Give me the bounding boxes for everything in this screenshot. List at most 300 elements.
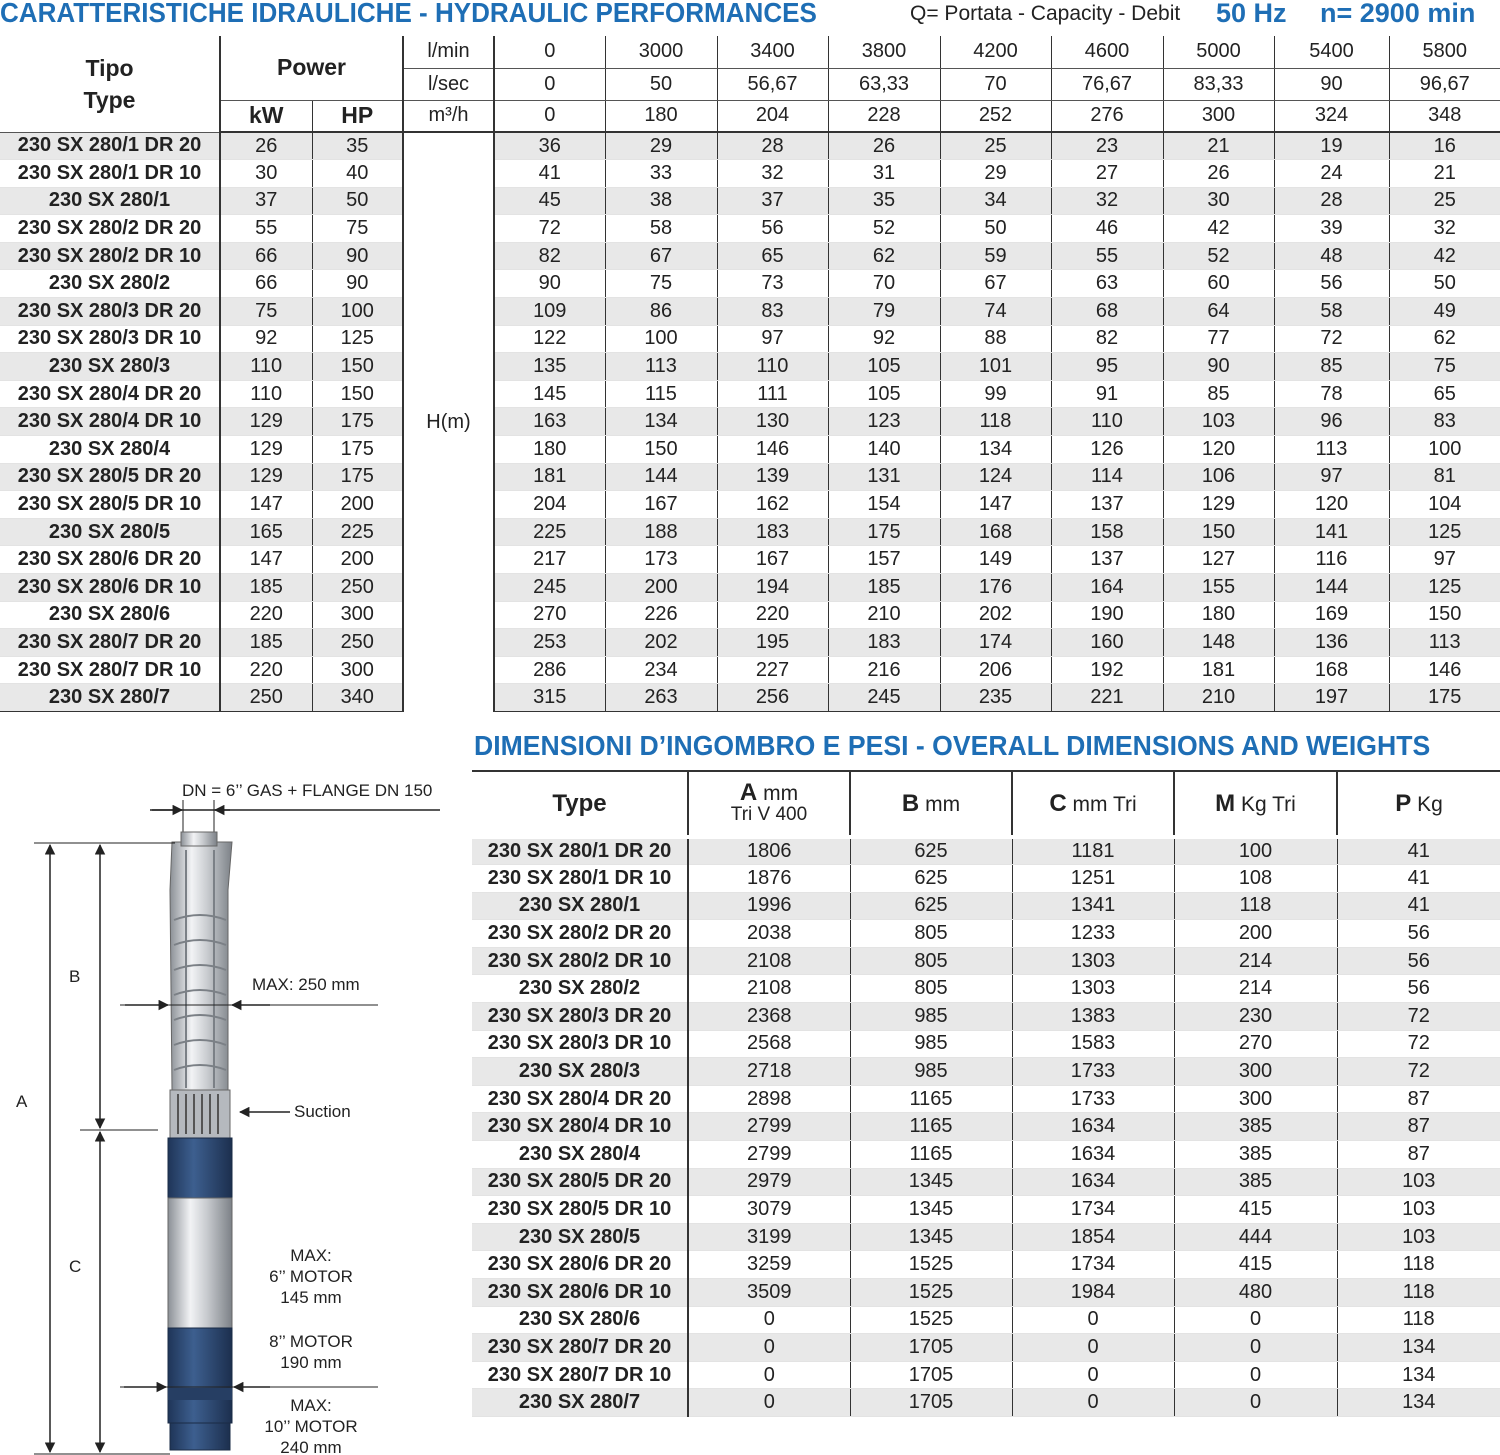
weight-m: 385 [1174,1113,1337,1141]
weight-m: 300 [1174,1085,1337,1113]
head-value: 130 [717,408,828,436]
dim-b: 805 [850,920,1012,948]
head-value: 67 [605,242,717,270]
dimension-row [472,1003,1500,1031]
hp-header: HP [312,100,403,132]
dim-a: 1876 [688,865,850,893]
pump-type: 230 SX 280/4 DR 20 [0,380,220,408]
power-kw: 66 [220,242,312,270]
weight-p: 103 [1337,1168,1500,1196]
head-value: 150 [1163,518,1274,546]
head-value: 110 [1051,408,1163,436]
power-hp: 50 [312,187,403,215]
head-value: 200 [605,574,717,602]
head-value: 227 [717,656,828,684]
dim-b: 1165 [850,1113,1012,1141]
motor8-line: 8’’ MOTOR [269,1332,353,1351]
head-value: 114 [1051,463,1163,491]
pump-type: 230 SX 280/1 [0,187,220,215]
pump-type: 230 SX 280/2 [472,975,688,1003]
power-hp: 300 [312,601,403,629]
flow-value: 76,67 [1051,68,1163,100]
power-kw: 55 [220,215,312,243]
kw-header: kW [220,100,312,132]
dim-b: 985 [850,1003,1012,1031]
dim-a: 2898 [688,1085,850,1113]
flow-value: 3000 [605,36,717,68]
dim-b: 985 [850,1030,1012,1058]
head-value: 30 [1163,187,1274,215]
weight-p: 118 [1337,1306,1500,1334]
dim-a: 2038 [688,920,850,948]
head-value: 72 [1274,325,1389,353]
pump-type: 230 SX 280/2 DR 10 [0,242,220,270]
head-value: 126 [1051,436,1163,464]
head-value: 122 [494,325,605,353]
dimension-row [472,1030,1500,1058]
head-value: 97 [1274,463,1389,491]
pump-type: 230 SX 280/4 DR 20 [472,1085,688,1113]
weight-p: 72 [1337,1058,1500,1086]
power-kw: 147 [220,546,312,574]
head-value: 210 [1163,684,1274,712]
performance-row [0,629,1500,657]
dim-b: 985 [850,1058,1012,1086]
dimension-rows [472,837,1500,1416]
weight-p: 72 [1337,1030,1500,1058]
head-value: 52 [828,215,940,243]
head-value: 25 [1389,187,1500,215]
performance-row [0,463,1500,491]
head-value: 204 [494,491,605,519]
head-value: 31 [828,160,940,188]
head-value: 217 [494,546,605,574]
head-value: 60 [1163,270,1274,298]
head-value: 32 [1389,215,1500,243]
dimension-row [472,1141,1500,1169]
dim-c: 1341 [1012,892,1174,920]
head-value: 35 [828,187,940,215]
dim-c: 1233 [1012,920,1174,948]
weight-p: 134 [1337,1334,1500,1362]
head-value: 39 [1274,215,1389,243]
head-value: 202 [605,629,717,657]
dimension-row [472,975,1500,1003]
head-value: 63 [1051,270,1163,298]
dim-c-letter: C [1049,789,1067,817]
head-value: 163 [494,408,605,436]
head-value: 55 [1051,242,1163,270]
head-value: 154 [828,491,940,519]
head-value: 21 [1163,132,1274,160]
flow-value: 300 [1163,100,1274,132]
pump-type: 230 SX 280/1 DR 10 [472,865,688,893]
head-value: 127 [1163,546,1274,574]
weight-p: 41 [1337,837,1500,865]
head-value: 167 [605,491,717,519]
power-hp: 35 [312,132,403,160]
head-value: 92 [828,325,940,353]
performance-row [0,160,1500,188]
dim-b: 1345 [850,1168,1012,1196]
dim-c: 1634 [1012,1141,1174,1169]
dim-c-header [1012,771,1174,837]
dimension-row [472,837,1500,865]
head-value: 202 [940,601,1051,629]
performance-row [0,518,1500,546]
dim-c: 1733 [1012,1058,1174,1086]
head-value: 158 [1051,518,1163,546]
head-value: 164 [1051,574,1163,602]
pump-type: 230 SX 280/2 DR 20 [472,920,688,948]
dim-a: 0 [688,1361,850,1389]
weight-p: 87 [1337,1113,1500,1141]
head-value: 29 [605,132,717,160]
head-value: 137 [1051,546,1163,574]
dim-a: 3259 [688,1251,850,1279]
weight-p: 134 [1337,1361,1500,1389]
pump-type: 230 SX 280/3 [0,353,220,381]
head-value: 56 [717,215,828,243]
power-kw: 75 [220,298,312,326]
power-kw: 185 [220,629,312,657]
power-hp: 100 [312,298,403,326]
head-value: 106 [1163,463,1274,491]
power-hp: 200 [312,546,403,574]
weight-p: 41 [1337,892,1500,920]
head-value: 167 [717,546,828,574]
power-kw: 165 [220,518,312,546]
head-value: 32 [1051,187,1163,215]
motor8-line: 190 mm [280,1353,342,1372]
flow-value: 83,33 [1163,68,1274,100]
head-value: 79 [828,298,940,326]
flow-value: 252 [940,100,1051,132]
flow-value: 0 [494,36,605,68]
dimension-row [472,1113,1500,1141]
head-value: 140 [828,436,940,464]
dim-m-header [1174,771,1337,837]
head-value: 144 [1274,574,1389,602]
weight-p: 118 [1337,1279,1500,1307]
flow-unit: m³/h [403,100,494,132]
power-kw: 220 [220,656,312,684]
dimension-c-label: C [69,1257,82,1276]
head-value: 81 [1389,463,1500,491]
pump-type: 230 SX 280/4 DR 10 [472,1113,688,1141]
power-kw: 110 [220,380,312,408]
power-hp: 150 [312,353,403,381]
performance-row [0,380,1500,408]
pump-type: 230 SX 280/3 DR 10 [0,325,220,353]
dimension-row [472,1168,1500,1196]
head-value: 26 [1163,160,1274,188]
dimension-row [472,1361,1500,1389]
head-value: 75 [1389,353,1500,381]
head-value: 68 [1051,298,1163,326]
head-value: 120 [1274,491,1389,519]
head-value: 56 [1274,270,1389,298]
head-value: 90 [494,270,605,298]
weight-p: 56 [1337,920,1500,948]
dim-a: 3079 [688,1196,850,1224]
head-value: 188 [605,518,717,546]
weight-p: 87 [1337,1085,1500,1113]
dim-b: 1525 [850,1279,1012,1307]
power-kw: 129 [220,408,312,436]
head-value: 33 [605,160,717,188]
power-hp: 75 [312,215,403,243]
pump-type: 230 SX 280/5 DR 10 [0,491,220,519]
head-value: 141 [1274,518,1389,546]
pump-type: 230 SX 280/4 [0,436,220,464]
dimension-a-label: A [16,1092,28,1111]
pump-type: 230 SX 280/1 [472,892,688,920]
head-value: 181 [494,463,605,491]
head-value: 50 [940,215,1051,243]
weight-m: 415 [1174,1251,1337,1279]
head-value: 73 [717,270,828,298]
dim-c: 1984 [1012,1279,1174,1307]
dim-a: 0 [688,1334,850,1362]
pump-type: 230 SX 280/5 DR 20 [0,463,220,491]
head-value: 62 [828,242,940,270]
weight-p: 103 [1337,1196,1500,1224]
head-value: 150 [605,436,717,464]
head-value: 86 [605,298,717,326]
head-value: 245 [494,574,605,602]
head-value: 129 [1163,491,1274,519]
flow-value: 63,33 [828,68,940,100]
dim-b-header [850,771,1012,837]
head-value: 75 [605,270,717,298]
frequency-label: 50 Hz [1216,0,1287,28]
head-value: 175 [1389,684,1500,712]
head-value: 62 [1389,325,1500,353]
head-value: 99 [940,380,1051,408]
dimension-row [472,1196,1500,1224]
head-value: 134 [940,436,1051,464]
performance-table [0,36,1500,712]
head-value: 21 [1389,160,1500,188]
weight-p: 118 [1337,1251,1500,1279]
head-value: 315 [494,684,605,712]
head-value: 111 [717,380,828,408]
head-value: 235 [940,684,1051,712]
head-value: 197 [1274,684,1389,712]
flow-value: 228 [828,100,940,132]
flow-value: 4200 [940,36,1051,68]
weight-m: 214 [1174,947,1337,975]
head-value: 137 [1051,491,1163,519]
dimensions-table [472,770,1500,1417]
flow-value: 5000 [1163,36,1274,68]
performance-row [0,684,1500,712]
head-value: 28 [1274,187,1389,215]
head-value: 23 [1051,132,1163,160]
head-value: 32 [717,160,828,188]
dim-a: 2368 [688,1003,850,1031]
head-value: 169 [1274,601,1389,629]
head-value: 183 [828,629,940,657]
dim-a: 1806 [688,837,850,865]
motor6-label [256,1245,366,1308]
performance-row [0,215,1500,243]
flow-value: 90 [1274,68,1389,100]
dim-a: 0 [688,1306,850,1334]
power-kw: 66 [220,270,312,298]
dimension-row [472,1279,1500,1307]
pump-type: 230 SX 280/6 [472,1306,688,1334]
head-value: 26 [828,132,940,160]
head-value: 134 [605,408,717,436]
dim-b: 625 [850,837,1012,865]
head-value: 174 [940,629,1051,657]
motor10-line: 240 mm [280,1438,342,1455]
head-value: 109 [494,298,605,326]
weight-p: 56 [1337,975,1500,1003]
head-value: 146 [717,436,828,464]
dim-b: 805 [850,975,1012,1003]
dim-c: 1734 [1012,1196,1174,1224]
pump-type: 230 SX 280/5 DR 20 [472,1168,688,1196]
performance-row [0,546,1500,574]
head-value: 77 [1163,325,1274,353]
pump-type: 230 SX 280/7 [472,1389,688,1417]
head-value: 100 [605,325,717,353]
head-value: 180 [1163,601,1274,629]
discharge-flange [181,832,217,846]
head-value: 24 [1274,160,1389,188]
pump-type: 230 SX 280/5 [472,1223,688,1251]
head-value: 59 [940,242,1051,270]
head-value: 52 [1163,242,1274,270]
pump-type: 230 SX 280/1 DR 20 [472,837,688,865]
head-value: 220 [717,601,828,629]
head-value: 49 [1389,298,1500,326]
performance-row [0,270,1500,298]
dim-b-letter: B [901,789,920,817]
head-value: 113 [1389,629,1500,657]
power-kw: 92 [220,325,312,353]
head-value: 37 [717,187,828,215]
dim-c: 1734 [1012,1251,1174,1279]
head-value: 185 [828,574,940,602]
pump-type: 230 SX 280/5 [0,518,220,546]
head-value: 70 [828,270,940,298]
head-value: 29 [940,160,1051,188]
power-hp: 175 [312,408,403,436]
flow-value: 70 [940,68,1051,100]
dim-c: 0 [1012,1361,1174,1389]
power-hp: 125 [312,325,403,353]
pump-type: 230 SX 280/6 [0,601,220,629]
head-value: 25 [940,132,1051,160]
page-title: CARATTERISTICHE IDRAULICHE - HYDRAULIC PERFORMANCES [0,0,817,28]
power-hp: 175 [312,436,403,464]
motor-body [168,1198,232,1328]
pump-dimension-drawing [0,770,470,1455]
dim-p-header [1337,771,1500,837]
dim-b: 1165 [850,1085,1012,1113]
pump-type: 230 SX 280/7 DR 10 [0,656,220,684]
head-value: 194 [717,574,828,602]
head-value: 46 [1051,215,1163,243]
head-value: 146 [1389,656,1500,684]
head-value: 256 [717,684,828,712]
power-hp: 175 [312,463,403,491]
pump-type: 230 SX 280/3 [472,1058,688,1086]
head-value: 125 [1389,518,1500,546]
head-value: 157 [828,546,940,574]
head-value: 150 [1389,601,1500,629]
pump-type: 230 SX 280/6 DR 10 [0,574,220,602]
head-value: 38 [605,187,717,215]
pump-type: 230 SX 280/3 DR 10 [472,1030,688,1058]
power-hp: 40 [312,160,403,188]
dim-a: 3509 [688,1279,850,1307]
dim-a-sub: Tri V 400 [730,804,808,825]
weight-m: 385 [1174,1141,1337,1169]
weight-m: 0 [1174,1389,1337,1417]
power-kw: 26 [220,132,312,160]
pump-type: 230 SX 280/4 DR 10 [0,408,220,436]
pump-type: 230 SX 280/7 DR 20 [0,629,220,657]
dim-a: 2799 [688,1141,850,1169]
dim-b: 1525 [850,1251,1012,1279]
motor6-line: 145 mm [280,1288,342,1307]
pump-illustration [0,770,470,1455]
head-value: 226 [605,601,717,629]
dim-a: 2799 [688,1113,850,1141]
dim-b: 1345 [850,1196,1012,1224]
flow-value: 180 [605,100,717,132]
dimension-row [472,1251,1500,1279]
performance-row [0,408,1500,436]
head-value: 263 [605,684,717,712]
head-value: 88 [940,325,1051,353]
head-value: 105 [828,353,940,381]
rpm-label: n= 2900 min [1320,0,1476,28]
dim-c: 1303 [1012,975,1174,1003]
pump-type: 230 SX 280/7 DR 20 [472,1334,688,1362]
head-value: 34 [940,187,1051,215]
head-value: 83 [1389,408,1500,436]
dim-c: 1733 [1012,1085,1174,1113]
weight-m: 415 [1174,1196,1337,1224]
pump-type: 230 SX 280/2 DR 20 [0,215,220,243]
flow-value: 204 [717,100,828,132]
dimension-row [472,1306,1500,1334]
head-value: 139 [717,463,828,491]
dimension-row [472,947,1500,975]
weight-m: 108 [1174,865,1337,893]
head-value: 65 [717,242,828,270]
head-value: 175 [828,518,940,546]
dim-b: 1525 [850,1306,1012,1334]
head-value: 110 [717,353,828,381]
head-value: 97 [717,325,828,353]
performance-row [0,298,1500,326]
pump-type: 230 SX 280/6 DR 20 [0,546,220,574]
dimension-row [472,1058,1500,1086]
head-value: 74 [940,298,1051,326]
pump-type: 230 SX 280/6 DR 10 [472,1279,688,1307]
dim-c: 1634 [1012,1113,1174,1141]
head-value: 36 [494,132,605,160]
dim-a: 1996 [688,892,850,920]
dim-b: 625 [850,892,1012,920]
